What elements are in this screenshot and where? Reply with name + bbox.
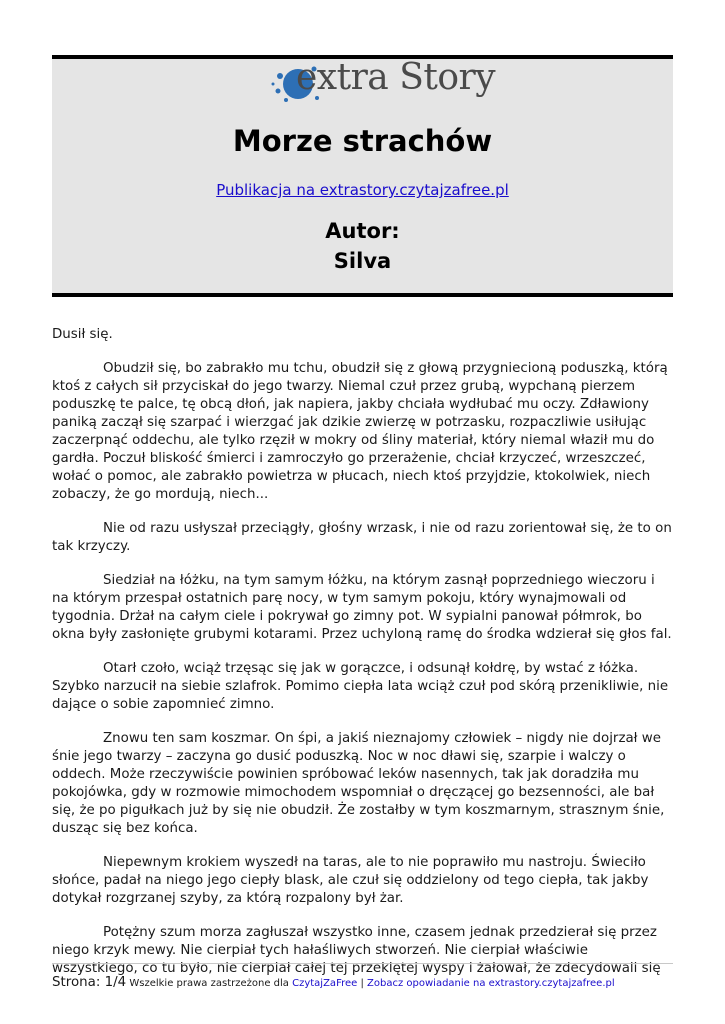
logo-drop [272,83,275,86]
story-paragraph: Siedział na łóżku, na tym samym łóżku, na którym zasnął poprzedniego wieczoru i na którym przespał ostatnich parę nocy, w tym samym pokoju, który wynajmowali od tygodnia. Drżał na całym ciele i pokrywał go zimny pot. W sypialni panował półmrok, bo okna były zasłonięte grubymi kotarami. Przez uchyloną ramę do środka wdzierał się głos fal. [52,573,672,642]
story-paragraph: Znowu ten sam koszmar. On śpi, a jakiś nieznajomy człowiek – nigdy nie dojrzał we śnie jego twarzy – zaczyna go dusić poduszką. Noc w noc dławi się, szarpie i walczy o oddech. Może rzeczywiście powinien spróbować leków nasennych, tak jak doradziła mu pokojówka, gdy w rozmowie mimochodem wspomniał o dręczącej go bezsenności, ale bał się, że po pigułkach już by się nie obudził. Że zostałby w tym koszmarnym, strasznym śnie, dusząc się bez końca. [52,731,665,836]
logo-drop [276,89,281,94]
author-name: Silva [333,249,392,273]
rights-text: Wszelkie prawa zastrzeżone dla [129,978,289,989]
footer-divider [52,963,673,964]
story-paragraph: Nie od razu usłyszał przeciągły, głośny wrzask, i nie od razu zorientował się, że to on tak krzyczy. [52,521,672,554]
footer [52,975,692,990]
logo-drop [277,73,283,79]
see-story-link[interactable]: Zobacz opowiadanie na extrastory.czytajzafree.pl [367,978,615,989]
footer-separator: | [360,978,364,989]
author-label: Autor: [325,219,400,243]
logo-text: extra Story [296,57,496,98]
story-body [52,326,673,976]
story-paragraph: Niepewnym krokiem wyszedł na taras, ale to nie poprawiło mu nastroju. Świeciło słońce, padał na niego jego ciepły blask, ale czuł się oddzielony od tego ciepła, tak jakby dotykał rozgrzanej szyby, za którą rozpalony był żar. [52,855,649,906]
publication-link[interactable]: Publikacja na extrastory.czytajzafree.pl [216,181,509,199]
logo-drop [284,98,288,102]
czytajzafree-link[interactable]: CzytajZaFree [292,978,358,989]
page-number: Strona: 1/4 [52,975,127,990]
story-paragraph: Potężny szum morza zagłuszał wszystko inne, czasem jednak przedzierał się przez niego krzyk mewy. Nie cierpiał tych hałaśliwych stworzeń. Nie cierpiał właściwie wszystkiego, co tu było, nie cierpiał całej tej przeklętej wyspy i żałował, że zdecydowali się [52,925,661,976]
story-paragraph: Dusił się. [52,327,113,342]
story-paragraph: Obudził się, bo zabrakło mu tchu, obudził się z głową przygniecioną poduszką, którą ktoś z całych sił przyciskał do jego twarzy. Niemal czuł przez grubą, wypchaną pierzem poduszkę te palce, tę obcą dłoń, jak napiera, jakby chciała wydłubać mu oczy. Zdławiony paniką zaczął się szarpać i wierzgać jak dzikie zwierzę w potrzasku, rozpaczliwie usiłując zaczerpnąć oddechu, ale tylko rzęził w mokry od śliny materiał, który niemal właził mu do gardła. Poczuł bliskość śmierci i zamroczyło go przerażenie, chciał krzyczeć, wrzeszczeć, wołać o pomoc, ale zabrakło powietrza w płucach, niech ktoś przyjdzie, ktokolwiek, niech zobaczy, że go mordują, niech... [52,361,668,502]
story-title: Morze strachów [232,124,493,158]
story-paragraph: Otarł czoło, wciąż trzęsąc się jak w gorączce, i odsunął kołdrę, by wstać z łóżka. Szybko narzucił na siebie szlafrok. Pomimo ciepła lata wciąż czuł pod skórą przenikliwie, nie dające o sobie zapomnieć zimno. [52,661,669,712]
